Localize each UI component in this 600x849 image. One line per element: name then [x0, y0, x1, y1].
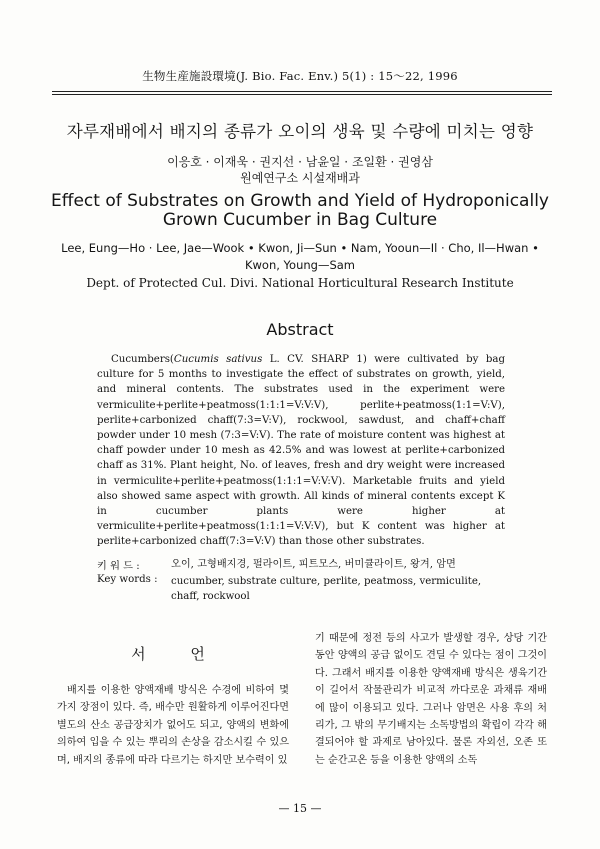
- journal-citation: 生物生産施設環境(J. Bio. Fac. Env.) 5(1) : 15～22, 1996: [142, 69, 458, 83]
- keywords-korean-text: 오이, 고형배지경, 펄라이트, 피트모스, 버미큘라이트, 왕겨, 암면: [171, 559, 456, 570]
- english-title: [0, 192, 600, 230]
- abstract-text: L. CV. SHARP 1) were cultivated by bag culture for 5 months to investigate the effect of substrates on growth, yield, and mineral contents. The substrates used in the experiment were vermiculite+perlite+peatmoss(1:1:1=V:V:V), perlite+peatmoss(1:1=V:V), perlite+carbonized chaff(7:3=V:V), rockwool, sawdust, and chaff+chaff powder under 10 mesh (7:3=V:V). The rate of moisture content was highest at chaff powder under 10 mesh as 42.5% and was lowest at perlite+carbonized chaff as 31%. Plant height, No. of leaves, fresh and dry weight were increased in vermiculite+perlite+peatmoss(1:1:1=V:V:V). Marketable fruits and yield also showed same aspect with growth. All kinds of mineral contents except K in cucumber plants were higher at vermiculite+perlite+peatmoss(1:1:1=V:V:V), but K content was higher at perlite+carbonized chaff(7:3=V:V) than those other substrates.: [97, 354, 505, 548]
- page-number: — 15 —: [278, 802, 322, 815]
- species-name: Cucumis sativus: [173, 354, 263, 365]
- korean-authors: 이응호 · 이재욱 · 권지선 · 남윤일 · 조일환 · 권영삼: [167, 155, 433, 169]
- introduction-heading: 서 언: [131, 645, 225, 663]
- header-rule: [52, 91, 552, 92]
- korean-title: 자루재배에서 배지의 종류가 오이의 생육 및 수량에 미치는 영향: [66, 122, 534, 141]
- abstract-body: [97, 352, 505, 550]
- english-title-line-2: Grown Cucumber in Bag Culture: [162, 210, 438, 230]
- keywords-korean-label: 키 워 드 :: [97, 561, 140, 572]
- intro-right-column: 기 때문에 정전 등의 사고가 발생할 경우, 상당 기간동안 양액의 공급 없이도 견딜 수 있다는 점이 그것이다. 그래서 배지를 이용한 양액재배 방식은 생육기간이 길어서 작물관리가 비교적 까다로운 과채류 재배에 많이 이용되고 있다. 그러나 암면은 사용 후의 처리가, 그 밖의 무기배지는 소독방법의 확립이 각각 해결되어야 할 과제로 남아있다. 물론 자외선, 오존 또는 순간고온 등을 이용한 양액의 소독: [315, 633, 547, 766]
- intro-left-column: 배지를 이용한 양액재배 방식은 수경에 비하여 몇가지 장점이 있다. 즉, 배수만 원활하게 이루어진다면 별도의 산소 공급장치가 없어도 되고, 양액의 변화에 의하여 입을 수 있는 뿌리의 손상을 감소시킬 수 있으며, 배지의 종류에 따라 다르기는 하지만 보수력이 있: [57, 685, 289, 766]
- keywords-english-text: cucumber, substrate culture, perlite, peatmoss, vermiculite, chaff, rockwool: [171, 576, 482, 602]
- english-authors: Lee, Eung—Ho · Lee, Jae—Wook • Kwon, Ji—Sun • Nam, Yooun—Il · Cho, Il—Hwan • Kwon, Young—Sam: [61, 241, 539, 272]
- abstract-text-start: Cucumbers(: [111, 354, 174, 365]
- abstract-heading: Abstract: [266, 320, 334, 339]
- korean-affiliation: 원예연구소 시설재배과: [240, 171, 360, 185]
- english-title-line-1: Effect of Substrates on Growth and Yield of Hydroponically: [51, 191, 549, 211]
- english-affiliation: Dept. of Protected Cul. Divi. National Horticultural Research Institute: [86, 276, 514, 290]
- header-rule: [52, 94, 552, 95]
- keywords-english-label: Key words :: [97, 574, 158, 585]
